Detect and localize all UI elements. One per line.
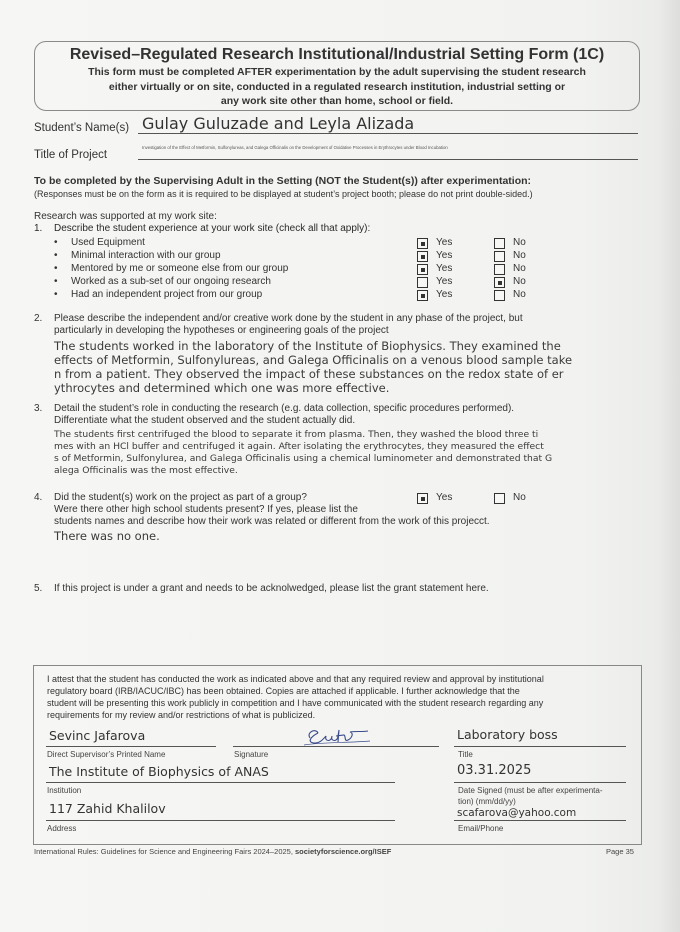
title-caption: Title [458,750,473,759]
title-line [454,746,626,747]
form-title: Revised–Regulated Research Institutional/Industrial Setting Form (1C) [69,46,605,63]
q3-answer-line-2[interactable]: mes with an HCl buffer and centrifuged it again. After isolating the erythrocytes, they measured the effect [54,441,544,452]
q1-no-checkbox[interactable] [494,251,505,262]
email-caption: Email/Phone [458,824,504,833]
institution-value[interactable]: The Institute of Biophysics of ANAS [49,764,269,779]
q1-item-label: Had an independent project from our group [71,289,263,300]
q1-item-label: Minimal interaction with our group [71,250,221,261]
attest-line-4: requirements for my review and/or restrictions of what is publicized. [47,710,316,720]
q3-text-1: Detail the student’s role in conducting the research (e.g. data collection, specific procedures performed). [54,403,515,414]
display-note: (Responses must be on the form as it is required to be displayed at student’s project booth; please do not print double-sided.) [34,189,533,199]
supervisor-name-caption: Direct Supervisor’s Printed Name [47,750,166,759]
q2-number: 2. [34,313,43,324]
attest-line-2: regulatory board (IRB/IACUC/IBC) has been obtained. Copies are attached if applicable. I further acknowledge that the [47,686,520,696]
page-edge-shadow [658,0,680,932]
date-signed-caption-1: Date Signed (must be after experimenta- [458,786,603,795]
q1-yes-checkbox[interactable] [417,238,428,249]
date-signed-line [454,782,626,783]
q4-yes-label: Yes [436,492,453,503]
q1-item-label: Worked as a sub-set of our ongoing research [71,276,271,287]
q1-no-checkbox[interactable] [494,238,505,249]
page-number: Page 35 [606,847,634,856]
supervisor-name-line [46,746,216,747]
q1-no-checkbox[interactable] [494,264,505,275]
signature-line [233,746,439,747]
supervisor-signature[interactable] [302,724,372,748]
q4-text-2: Were there other high school students present? If yes, please list the [54,504,358,515]
q1-yes-checkbox[interactable] [417,251,428,262]
q2-answer-line-1[interactable]: The students worked in the laboratory of the Institute of Biophysics. They examined the [54,339,561,353]
attest-line-3: student will be presenting this work publicly in competition and I have communicated with the student research regarding any [47,698,544,708]
q1-yes-label: Yes [436,250,453,261]
student-names-line [138,133,638,134]
q4-no-checkbox[interactable] [494,493,505,504]
q1-yes-checkbox[interactable] [417,264,428,275]
email-value[interactable]: scafarova@yahoo.com [457,807,577,819]
student-names-value[interactable]: Gulay Guluzade and Leyla Alizada [142,114,415,133]
q1-no-label: No [513,289,526,300]
q4-yes-checkbox[interactable] [417,493,428,504]
email-line [454,820,626,821]
q1-yes-label: Yes [436,237,453,248]
q1-item-label: Mentored by me or someone else from our group [71,263,289,274]
address-value[interactable]: 117 Zahid Khalilov [49,801,166,816]
footer-guidelines [34,847,391,856]
q5-number: 5. [34,583,43,594]
q5-text: If this project is under a grant and needs to be acknolwedged, please list the grant statement here. [54,583,489,594]
institution-caption: Institution [47,786,82,795]
supervisor-heading: To be completed by the Supervising Adult in the Setting (NOT the Student(s)) after experimentation: [34,175,532,187]
q4-text-3: students names and describe how their work was related or different from the work of this projecct. [54,516,490,527]
q1-no-label: No [513,276,526,287]
attest-line-1: I attest that the student has conducted the work as indicated above and that any required review and approval by institutional [47,674,544,684]
list-item: • [54,263,58,274]
q1-yes-label: Yes [436,289,453,300]
q1-yes-label: Yes [436,276,453,287]
list-item: • [54,250,58,261]
title-box [34,41,640,111]
q1-no-label: No [513,263,526,274]
support-statement: Research was supported at my work site: [34,211,217,222]
list-item: • [54,237,58,248]
q2-answer-line-2[interactable]: effects of Metformin, Sulfonylureas, and Galega Officinalis on a venous blood sample take [54,353,573,367]
form-subtitle-2: either virtually or on site, conducted in a regulated research institution, industrial setting or [108,80,566,93]
form-subtitle-1: This form must be completed AFTER experimentation by the adult supervising the student research [88,66,586,78]
q1-item-label: Used Equipment [71,237,145,248]
list-item: • [54,289,58,300]
title-value[interactable]: Laboratory boss [457,727,558,742]
q3-answer-line-4[interactable]: alega Officinalis was the most effective. [54,465,238,476]
date-signed-value[interactable]: 03.31.2025 [457,763,532,778]
q1-number: 1. [34,223,43,234]
q4-no-label: No [513,492,526,503]
q1-yes-checkbox[interactable] [417,277,428,288]
q2-text-2: particularly in developing the hypotheses or engineering goals of the project [54,325,389,336]
project-title-value[interactable]: Investigation of the Effect of Metformin, Sulfonylureas, and Galega Officinalis on the Development of Oxidative Processes in Erythrocytes under Blood Incubation [142,145,448,150]
q1-yes-label: Yes [436,263,453,274]
project-title-label: Title of Project [34,149,108,161]
q1-no-checkbox[interactable] [494,277,505,288]
institution-line [46,782,395,783]
footer-guidelines-text: International Rules: Guidelines for Science and Engineering Fairs 2024–2025, [34,847,295,856]
q1-no-label: No [513,250,526,261]
list-item: • [54,276,58,287]
address-caption: Address [47,824,77,833]
q1-text: Describe the student experience at your work site (check all that apply): [54,223,371,234]
q3-answer-line-3[interactable]: s of Metformin, Sulfonylurea, and Galega Officinalis using a chemical luminometer and demonstrated that G [54,453,553,464]
q2-answer-line-3[interactable]: n from a patient. They observed the impact of these substances on the redox state of er [54,367,564,381]
q1-no-checkbox[interactable] [494,290,505,301]
footer-link[interactable]: societyforscience.org/ISEF [295,847,392,856]
q2-answer-line-4[interactable]: ythrocytes and determined which one was more effective. [54,381,390,395]
project-title-line [138,159,638,160]
q4-answer[interactable]: There was no one. [54,529,160,543]
q2-text-1: Please describe the independent and/or creative work done by the student in any phase of the project, but [54,313,523,324]
q1-yes-checkbox[interactable] [417,290,428,301]
student-names-label: Student’s Name(s) [34,122,130,134]
date-signed-caption-2: tion) (mm/dd/yy) [458,797,516,806]
q3-number: 3. [34,403,43,414]
form-subtitle-3: any work site other than home, school or field. [220,95,454,107]
q3-answer-line-1[interactable]: The students first centrifuged the blood to separate it from plasma. Then, they washed the blood three ti [54,429,539,440]
supervisor-name-value[interactable]: Sevinc Jafarova [49,728,146,743]
q3-text-2: Differentiate what the student observed and the student actually did. [54,415,356,426]
signature-caption: Signature [234,750,269,759]
address-line [46,820,395,821]
q4-text-1: Did the student(s) work on the project as part of a group? [54,492,307,503]
q1-no-label: No [513,237,526,248]
q4-number: 4. [34,492,43,503]
